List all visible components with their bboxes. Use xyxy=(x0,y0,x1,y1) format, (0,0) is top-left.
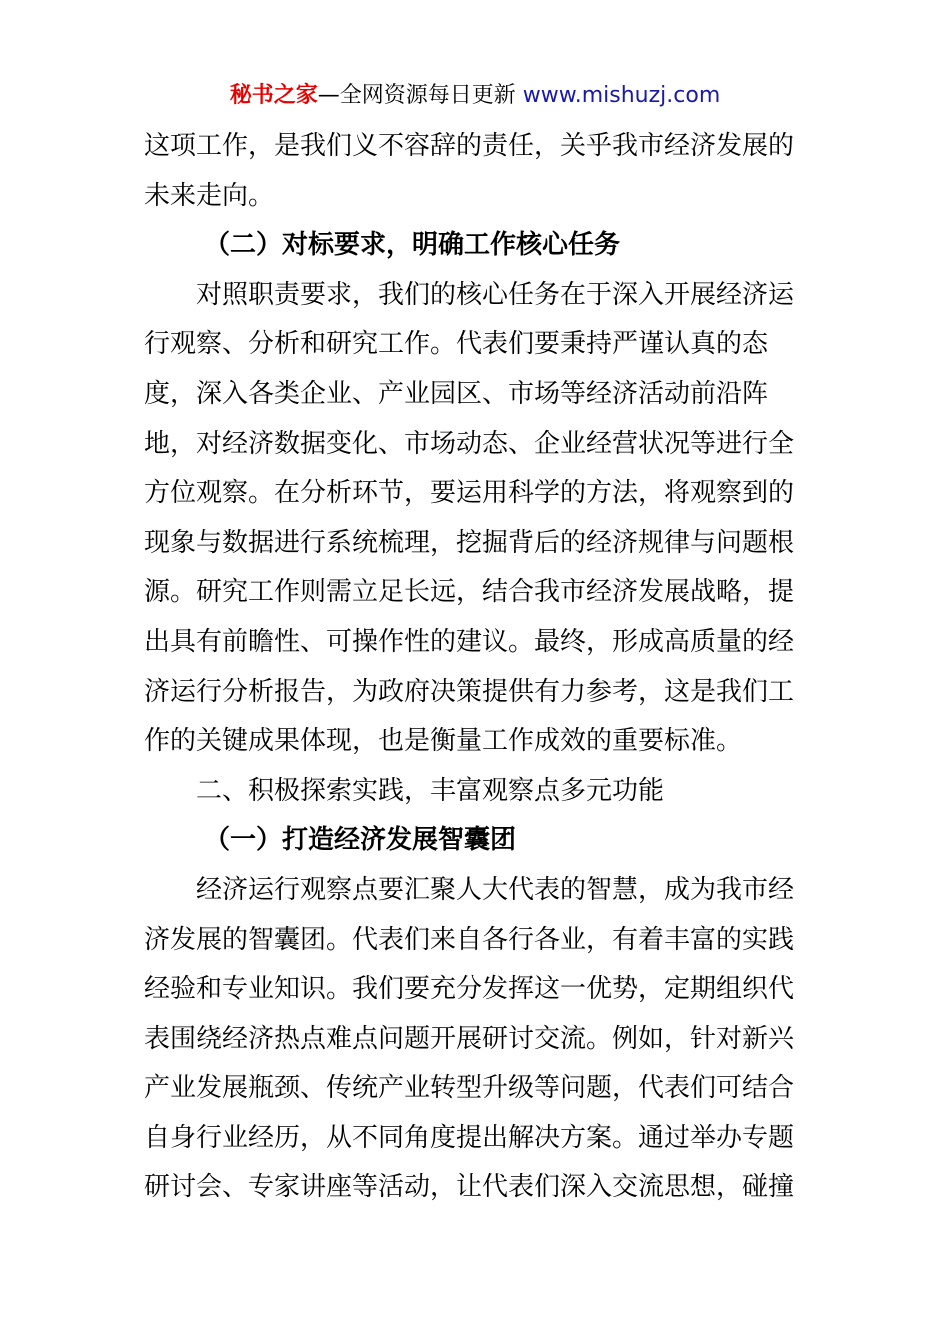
document-body xyxy=(144,122,816,1213)
paragraph-line: 作的关键成果体现，也是衡量工作成效的重要标准。 xyxy=(144,726,743,757)
paragraph-line: 产业发展瓶颈、传统产业转型升级等问题，代表们可结合 xyxy=(144,1073,795,1104)
brand-name: 秘书之家 xyxy=(229,83,318,108)
paragraph-line: 未来走向。 xyxy=(144,180,275,211)
paragraph-line: 济发展的智囊团。代表们来自各行各业，有着丰富的实践 xyxy=(144,924,795,955)
paragraph-line: 自身行业经历，从不同角度提出解决方案。通过举办专题 xyxy=(144,1122,795,1153)
paragraph-line: 行观察、分析和研究工作。代表们要秉持严谨认真的态 xyxy=(144,329,769,360)
section-heading: （一）打造经济发展智囊团 xyxy=(204,825,517,856)
paragraph-line: 地，对经济数据变化、市场动态、企业经营状况等进行全 xyxy=(144,428,795,459)
section-heading: （二）对标要求，明确工作核心任务 xyxy=(204,230,621,261)
paragraph-line: 研讨会、专家讲座等活动，让代表们深入交流思想，碰撞 xyxy=(144,1172,795,1203)
paragraph-line: 方位观察。在分析环节，要运用科学的方法，将观察到的 xyxy=(144,478,795,509)
paragraph-line: 现象与数据进行系统梳理，挖掘背后的经济规律与问题根 xyxy=(144,527,795,558)
paragraph-line: 度，深入各类企业、产业园区、市场等经济活动前沿阵 xyxy=(144,378,769,409)
paragraph-line: 源。研究工作则需立足长远，结合我市经济发展战略，提 xyxy=(144,577,795,608)
paragraph-line: 经验和专业知识。我们要充分发挥这一优势，定期组织代 xyxy=(144,974,795,1005)
paragraph-line: 表围绕经济热点难点问题开展研讨交流。例如，针对新兴 xyxy=(144,1023,795,1054)
section-heading: 二、积极探索实践，丰富观察点多元功能 xyxy=(196,775,665,806)
site-url-link[interactable]: www.mishuzj.com xyxy=(522,83,721,108)
paragraph-line: 济运行分析报告，为政府决策提供有力参考，这是我们工 xyxy=(144,676,795,707)
paragraph-line: 对照职责要求，我们的核心任务在于深入开展经济运 xyxy=(196,279,795,310)
header-tagline: —全网资源每日更新 xyxy=(317,83,523,108)
paragraph-line: 出具有前瞻性、可操作性的建议。最终，形成高质量的经 xyxy=(144,626,795,657)
paragraph-line: 这项工作，是我们义不容辞的责任，关乎我市经济发展的 xyxy=(144,131,795,161)
paragraph-line: 经济运行观察点要汇聚人大代表的智慧，成为我市经 xyxy=(196,874,795,905)
site-header xyxy=(0,80,950,112)
